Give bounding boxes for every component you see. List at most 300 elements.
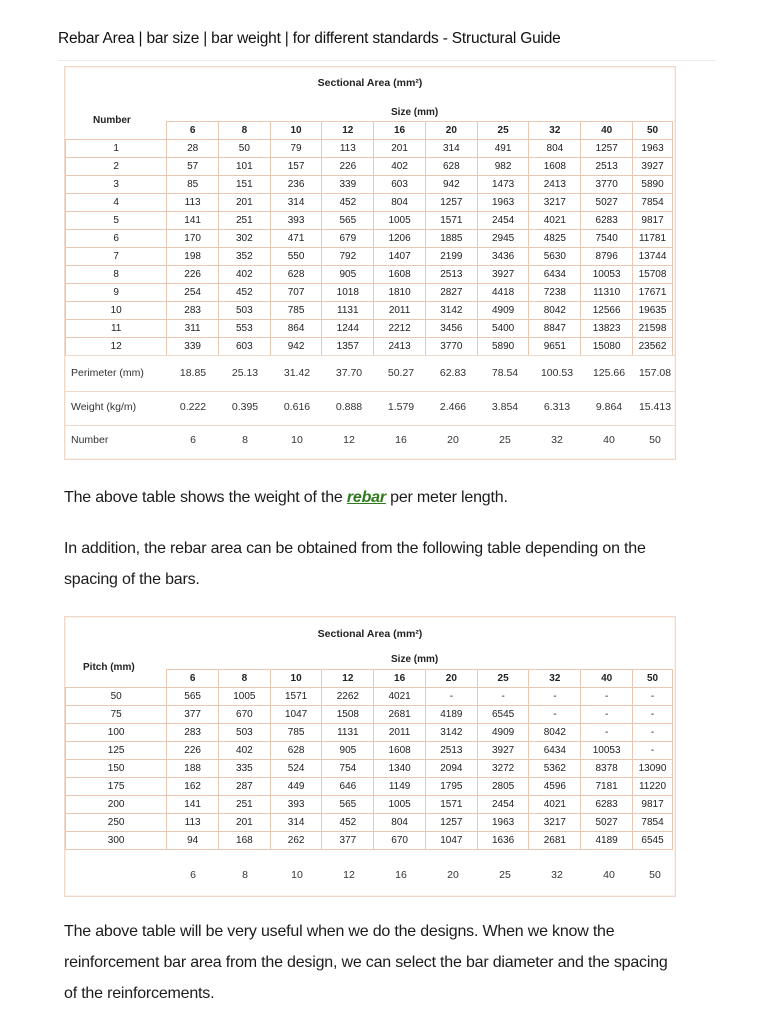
- area-value-cell: 4909: [477, 724, 529, 742]
- table1-number-divider: [65, 425, 675, 426]
- area-value-cell: 503: [218, 302, 270, 320]
- row-label-cell: 9: [66, 284, 167, 302]
- area-value-cell: 113: [167, 194, 219, 212]
- area-value-cell: 679: [322, 230, 374, 248]
- table2-size-label: Size (mm): [391, 654, 439, 665]
- table1-grid: [65, 121, 673, 356]
- row-label-cell: 1: [66, 140, 167, 158]
- area-value-cell: 23562: [633, 338, 673, 356]
- header-corner-cell: [66, 670, 167, 688]
- table2-footer-value: 8: [242, 869, 248, 881]
- row-label-cell: 175: [66, 778, 167, 796]
- area-value-cell: 1608: [529, 158, 581, 176]
- area-value-cell: 6545: [633, 832, 673, 850]
- area-value-cell: -: [581, 724, 633, 742]
- area-value-cell: 402: [218, 266, 270, 284]
- table2-footer-value: 12: [343, 869, 355, 881]
- area-value-cell: 4596: [529, 778, 581, 796]
- area-value-cell: 804: [529, 140, 581, 158]
- row-label-cell: 8: [66, 266, 167, 284]
- area-value-cell: 628: [270, 266, 322, 284]
- table2-footer-value: 20: [447, 869, 459, 881]
- area-value-cell: 402: [374, 158, 426, 176]
- area-value-cell: 524: [270, 760, 322, 778]
- area-value-cell: 1005: [374, 796, 426, 814]
- area-value-cell: 1810: [374, 284, 426, 302]
- perimeter-value: 18.85: [179, 367, 207, 379]
- area-value-cell: 287: [218, 778, 270, 796]
- area-value-cell: 254: [167, 284, 219, 302]
- rebar-link[interactable]: rebar: [346, 489, 386, 506]
- area-value-cell: 5400: [477, 320, 529, 338]
- area-value-cell: 1149: [374, 778, 426, 796]
- paragraph-usefulness-note: The above table will be very useful when we do the designs. When we know the reinforcement bar area from the design, we can select the bar diameter and the spacing of the reinforcements.: [64, 923, 668, 1002]
- table-row: [66, 724, 673, 742]
- area-value-cell: 6545: [477, 706, 529, 724]
- table1-perimeter-divider: [65, 355, 675, 356]
- area-value-cell: -: [633, 706, 673, 724]
- area-value-cell: 151: [218, 176, 270, 194]
- row-label-cell: 150: [66, 760, 167, 778]
- weight-value: 1.579: [387, 401, 415, 413]
- area-value-cell: 3770: [425, 338, 477, 356]
- weight-value: 0.222: [179, 401, 207, 413]
- area-value-cell: 804: [374, 814, 426, 832]
- area-value-cell: 4021: [374, 688, 426, 706]
- area-value-cell: 1005: [218, 688, 270, 706]
- area-value-cell: 262: [270, 832, 322, 850]
- row-label-cell: 12: [66, 338, 167, 356]
- area-value-cell: 6283: [581, 796, 633, 814]
- area-value-cell: 3927: [477, 266, 529, 284]
- area-value-cell: 28: [167, 140, 219, 158]
- area-value-cell: 94: [167, 832, 219, 850]
- area-value-cell: 1257: [581, 140, 633, 158]
- area-value-cell: 5027: [581, 814, 633, 832]
- number-footer-value: 40: [603, 434, 615, 446]
- area-value-cell: 670: [218, 706, 270, 724]
- area-value-cell: 565: [167, 688, 219, 706]
- area-value-cell: 804: [374, 194, 426, 212]
- size-header-cell: 16: [374, 122, 426, 140]
- area-value-cell: 3927: [633, 158, 673, 176]
- area-value-cell: 2805: [477, 778, 529, 796]
- area-value-cell: 6434: [529, 266, 581, 284]
- area-value-cell: 3927: [477, 742, 529, 760]
- table-row: [66, 706, 673, 724]
- row-label-cell: 125: [66, 742, 167, 760]
- area-value-cell: 251: [218, 212, 270, 230]
- area-value-cell: 12566: [581, 302, 633, 320]
- table-row: [66, 158, 673, 176]
- row-label-cell: 2: [66, 158, 167, 176]
- area-value-cell: 1005: [374, 212, 426, 230]
- page-title: Rebar Area | bar size | bar weight | for different standards - Structural Guide: [58, 30, 561, 47]
- size-header-cell: 50: [633, 670, 673, 688]
- table2-row-header: Pitch (mm): [83, 662, 135, 673]
- area-value-cell: 141: [167, 796, 219, 814]
- perimeter-value: 50.27: [387, 367, 415, 379]
- area-value-cell: 3272: [477, 760, 529, 778]
- row-label-cell: 50: [66, 688, 167, 706]
- area-value-cell: 452: [218, 284, 270, 302]
- weight-label: Weight (kg/m): [71, 401, 137, 413]
- area-value-cell: 201: [218, 814, 270, 832]
- area-value-cell: 4909: [477, 302, 529, 320]
- area-value-cell: -: [581, 706, 633, 724]
- table-row: [66, 266, 673, 284]
- perimeter-value: 157.08: [638, 367, 672, 379]
- area-value-cell: 1407: [374, 248, 426, 266]
- table2-footer-value: 10: [291, 869, 303, 881]
- number-footer-value: 32: [551, 434, 563, 446]
- perimeter-value: 100.53: [540, 367, 574, 379]
- area-value-cell: 79: [270, 140, 322, 158]
- area-value-cell: 377: [167, 706, 219, 724]
- table-row: [66, 688, 673, 706]
- area-value-cell: 311: [167, 320, 219, 338]
- area-value-cell: 2454: [477, 212, 529, 230]
- area-value-cell: 3436: [477, 248, 529, 266]
- area-value-cell: 113: [167, 814, 219, 832]
- area-value-cell: 2094: [425, 760, 477, 778]
- size-header-cell: 32: [529, 122, 581, 140]
- table-row: [66, 814, 673, 832]
- size-header-cell: 50: [633, 122, 673, 140]
- weight-value: 0.395: [231, 401, 259, 413]
- table-row: [66, 248, 673, 266]
- area-value-cell: 550: [270, 248, 322, 266]
- area-value-cell: 314: [425, 140, 477, 158]
- size-header-cell: 12: [322, 670, 374, 688]
- area-value-cell: 5630: [529, 248, 581, 266]
- area-value-cell: 7854: [633, 194, 673, 212]
- row-label-cell: 3: [66, 176, 167, 194]
- area-value-cell: -: [633, 688, 673, 706]
- size-header-row: [66, 670, 673, 688]
- area-value-cell: 3456: [425, 320, 477, 338]
- area-value-cell: -: [529, 688, 581, 706]
- area-value-cell: 1257: [425, 194, 477, 212]
- area-value-cell: 21598: [633, 320, 673, 338]
- area-value-cell: 2513: [581, 158, 633, 176]
- area-value-cell: 4021: [529, 796, 581, 814]
- area-value-cell: 2827: [425, 284, 477, 302]
- weight-value: 0.888: [335, 401, 363, 413]
- area-value-cell: 7181: [581, 778, 633, 796]
- area-value-cell: 11220: [633, 778, 673, 796]
- number-footer-value: 20: [447, 434, 459, 446]
- area-value-cell: 2681: [529, 832, 581, 850]
- area-value-cell: 17671: [633, 284, 673, 302]
- number-footer-value: 10: [291, 434, 303, 446]
- area-value-cell: 2945: [477, 230, 529, 248]
- area-value-cell: 377: [322, 832, 374, 850]
- area-value-cell: 9651: [529, 338, 581, 356]
- table1-row-header: Number: [93, 115, 131, 126]
- table2-footer-value: 50: [649, 869, 661, 881]
- area-value-cell: 785: [270, 724, 322, 742]
- area-value-cell: 4189: [425, 706, 477, 724]
- table2-footer-value: 25: [499, 869, 511, 881]
- table-row: [66, 284, 673, 302]
- area-value-cell: 339: [167, 338, 219, 356]
- table-row: [66, 338, 673, 356]
- perimeter-value: 78.54: [491, 367, 519, 379]
- area-value-cell: 162: [167, 778, 219, 796]
- area-value-cell: 7854: [633, 814, 673, 832]
- perimeter-value: 125.66: [592, 367, 626, 379]
- area-value-cell: -: [529, 706, 581, 724]
- table2-footer-value: 16: [395, 869, 407, 881]
- row-label-cell: 300: [66, 832, 167, 850]
- area-value-cell: 9817: [633, 212, 673, 230]
- area-value-cell: 2454: [477, 796, 529, 814]
- weight-value: 15.413: [638, 401, 672, 413]
- area-value-cell: 2513: [425, 266, 477, 284]
- area-value-cell: 603: [218, 338, 270, 356]
- size-header-row: [66, 122, 673, 140]
- area-value-cell: 8042: [529, 724, 581, 742]
- perimeter-value: 62.83: [439, 367, 467, 379]
- perimeter-value: 25.13: [231, 367, 259, 379]
- number-footer-value: 6: [190, 434, 196, 446]
- area-value-cell: 3217: [529, 814, 581, 832]
- area-value-cell: 13744: [633, 248, 673, 266]
- size-header-cell: 6: [167, 122, 219, 140]
- area-value-cell: 2681: [374, 706, 426, 724]
- table-row: [66, 176, 673, 194]
- area-value-cell: 1571: [270, 688, 322, 706]
- area-value-cell: 471: [270, 230, 322, 248]
- table-row: [66, 194, 673, 212]
- area-value-cell: 491: [477, 140, 529, 158]
- area-value-cell: 1244: [322, 320, 374, 338]
- area-value-cell: 1963: [477, 814, 529, 832]
- size-header-cell: 40: [581, 122, 633, 140]
- table-row: [66, 796, 673, 814]
- area-value-cell: 1018: [322, 284, 374, 302]
- area-value-cell: 449: [270, 778, 322, 796]
- size-header-cell: 20: [425, 122, 477, 140]
- area-value-cell: 2262: [322, 688, 374, 706]
- area-value-cell: 15080: [581, 338, 633, 356]
- size-header-cell: 12: [322, 122, 374, 140]
- area-value-cell: 1571: [425, 796, 477, 814]
- area-value-cell: 101: [218, 158, 270, 176]
- area-value-cell: 942: [270, 338, 322, 356]
- area-value-cell: 1473: [477, 176, 529, 194]
- area-value-cell: 15708: [633, 266, 673, 284]
- area-value-cell: 1508: [322, 706, 374, 724]
- table1-size-label: Size (mm): [391, 107, 439, 118]
- area-value-cell: -: [581, 688, 633, 706]
- area-value-cell: 7540: [581, 230, 633, 248]
- area-value-cell: 7238: [529, 284, 581, 302]
- weight-value: 9.864: [595, 401, 623, 413]
- area-value-cell: 2199: [425, 248, 477, 266]
- table-row: [66, 140, 673, 158]
- area-value-cell: 201: [218, 194, 270, 212]
- area-value-cell: 1963: [633, 140, 673, 158]
- area-value-cell: 198: [167, 248, 219, 266]
- row-label-cell: 5: [66, 212, 167, 230]
- area-value-cell: 226: [167, 742, 219, 760]
- area-value-cell: 283: [167, 724, 219, 742]
- area-value-cell: 11310: [581, 284, 633, 302]
- row-label-cell: 200: [66, 796, 167, 814]
- number-footer-value: 25: [499, 434, 511, 446]
- area-value-cell: 352: [218, 248, 270, 266]
- area-value-cell: -: [425, 688, 477, 706]
- row-label-cell: 100: [66, 724, 167, 742]
- area-value-cell: 4189: [581, 832, 633, 850]
- area-value-cell: 402: [218, 742, 270, 760]
- area-value-cell: 8042: [529, 302, 581, 320]
- area-value-cell: 393: [270, 212, 322, 230]
- area-value-cell: 5362: [529, 760, 581, 778]
- area-value-cell: 1608: [374, 266, 426, 284]
- area-value-cell: 168: [218, 832, 270, 850]
- number-footer-label: Number: [71, 434, 109, 446]
- area-value-cell: 251: [218, 796, 270, 814]
- area-value-cell: 302: [218, 230, 270, 248]
- size-header-cell: 16: [374, 670, 426, 688]
- area-value-cell: 1571: [425, 212, 477, 230]
- area-value-cell: 3217: [529, 194, 581, 212]
- area-value-cell: 6283: [581, 212, 633, 230]
- paragraph-spacing-intro: In addition, the rebar area can be obtained from the following table depending on the spacing of the bars.: [64, 540, 646, 588]
- area-value-cell: 864: [270, 320, 322, 338]
- area-value-cell: 1636: [477, 832, 529, 850]
- number-footer-value: 12: [343, 434, 355, 446]
- size-header-cell: 25: [477, 670, 529, 688]
- area-value-cell: 8378: [581, 760, 633, 778]
- row-label-cell: 4: [66, 194, 167, 212]
- area-value-cell: 1885: [425, 230, 477, 248]
- area-value-cell: 85: [167, 176, 219, 194]
- table2-footer-value: 40: [603, 869, 615, 881]
- area-value-cell: 905: [322, 742, 374, 760]
- area-value-cell: 8847: [529, 320, 581, 338]
- area-value-cell: 188: [167, 760, 219, 778]
- number-footer-value: 50: [649, 434, 661, 446]
- size-header-cell: 32: [529, 670, 581, 688]
- rebar-area-table-by-pitch: [64, 616, 676, 897]
- table-row: [66, 320, 673, 338]
- area-value-cell: 1206: [374, 230, 426, 248]
- perimeter-value: 37.70: [335, 367, 363, 379]
- area-value-cell: 6434: [529, 742, 581, 760]
- area-value-cell: 1047: [270, 706, 322, 724]
- table2-caption: Sectional Area (mm²): [317, 628, 423, 640]
- area-value-cell: 4825: [529, 230, 581, 248]
- perimeter-value: 31.42: [283, 367, 311, 379]
- area-value-cell: 157: [270, 158, 322, 176]
- area-value-cell: 4021: [529, 212, 581, 230]
- area-value-cell: 792: [322, 248, 374, 266]
- weight-value: 6.313: [543, 401, 571, 413]
- area-value-cell: 628: [425, 158, 477, 176]
- area-value-cell: 565: [322, 212, 374, 230]
- area-value-cell: -: [477, 688, 529, 706]
- area-value-cell: 1047: [425, 832, 477, 850]
- rebar-area-table-by-number: [64, 66, 676, 460]
- area-value-cell: 9817: [633, 796, 673, 814]
- area-value-cell: 565: [322, 796, 374, 814]
- area-value-cell: 13090: [633, 760, 673, 778]
- weight-value: 2.466: [439, 401, 467, 413]
- table2-grid: [65, 669, 673, 850]
- table-row: [66, 212, 673, 230]
- area-value-cell: 11781: [633, 230, 673, 248]
- table-row: [66, 230, 673, 248]
- table1-caption: Sectional Area (mm²): [317, 77, 423, 89]
- table-row: [66, 302, 673, 320]
- size-header-cell: 40: [581, 670, 633, 688]
- area-value-cell: 8796: [581, 248, 633, 266]
- size-header-cell: 10: [270, 670, 322, 688]
- area-value-cell: 2011: [374, 724, 426, 742]
- area-value-cell: 236: [270, 176, 322, 194]
- area-value-cell: -: [633, 742, 673, 760]
- area-value-cell: 141: [167, 212, 219, 230]
- area-value-cell: 905: [322, 266, 374, 284]
- area-value-cell: 283: [167, 302, 219, 320]
- row-label-cell: 75: [66, 706, 167, 724]
- size-header-cell: 8: [218, 670, 270, 688]
- table1-weight-divider: [65, 391, 675, 392]
- area-value-cell: 335: [218, 760, 270, 778]
- row-label-cell: 11: [66, 320, 167, 338]
- area-value-cell: 2212: [374, 320, 426, 338]
- table-row: [66, 832, 673, 850]
- row-label-cell: 7: [66, 248, 167, 266]
- perimeter-label: Perimeter (mm): [71, 367, 144, 379]
- area-value-cell: 19635: [633, 302, 673, 320]
- area-value-cell: 2011: [374, 302, 426, 320]
- area-value-cell: 314: [270, 814, 322, 832]
- area-value-cell: 201: [374, 140, 426, 158]
- area-value-cell: 113: [322, 140, 374, 158]
- size-header-cell: 6: [167, 670, 219, 688]
- row-label-cell: 250: [66, 814, 167, 832]
- area-value-cell: -: [633, 724, 673, 742]
- size-header-cell: 8: [218, 122, 270, 140]
- area-value-cell: 628: [270, 742, 322, 760]
- area-value-cell: 3142: [425, 724, 477, 742]
- area-value-cell: 5890: [633, 176, 673, 194]
- area-value-cell: 1131: [322, 724, 374, 742]
- size-header-cell: 20: [425, 670, 477, 688]
- area-value-cell: 1340: [374, 760, 426, 778]
- area-value-cell: 339: [322, 176, 374, 194]
- weight-value: 3.854: [491, 401, 519, 413]
- area-value-cell: 314: [270, 194, 322, 212]
- table-row: [66, 742, 673, 760]
- area-value-cell: 1963: [477, 194, 529, 212]
- area-value-cell: 13823: [581, 320, 633, 338]
- area-value-cell: 452: [322, 814, 374, 832]
- area-value-cell: 10053: [581, 742, 633, 760]
- area-value-cell: 603: [374, 176, 426, 194]
- title-divider: [58, 60, 716, 61]
- weight-value: 0.616: [283, 401, 311, 413]
- area-value-cell: 1608: [374, 742, 426, 760]
- area-value-cell: 226: [322, 158, 374, 176]
- area-value-cell: 2513: [425, 742, 477, 760]
- area-value-cell: 1795: [425, 778, 477, 796]
